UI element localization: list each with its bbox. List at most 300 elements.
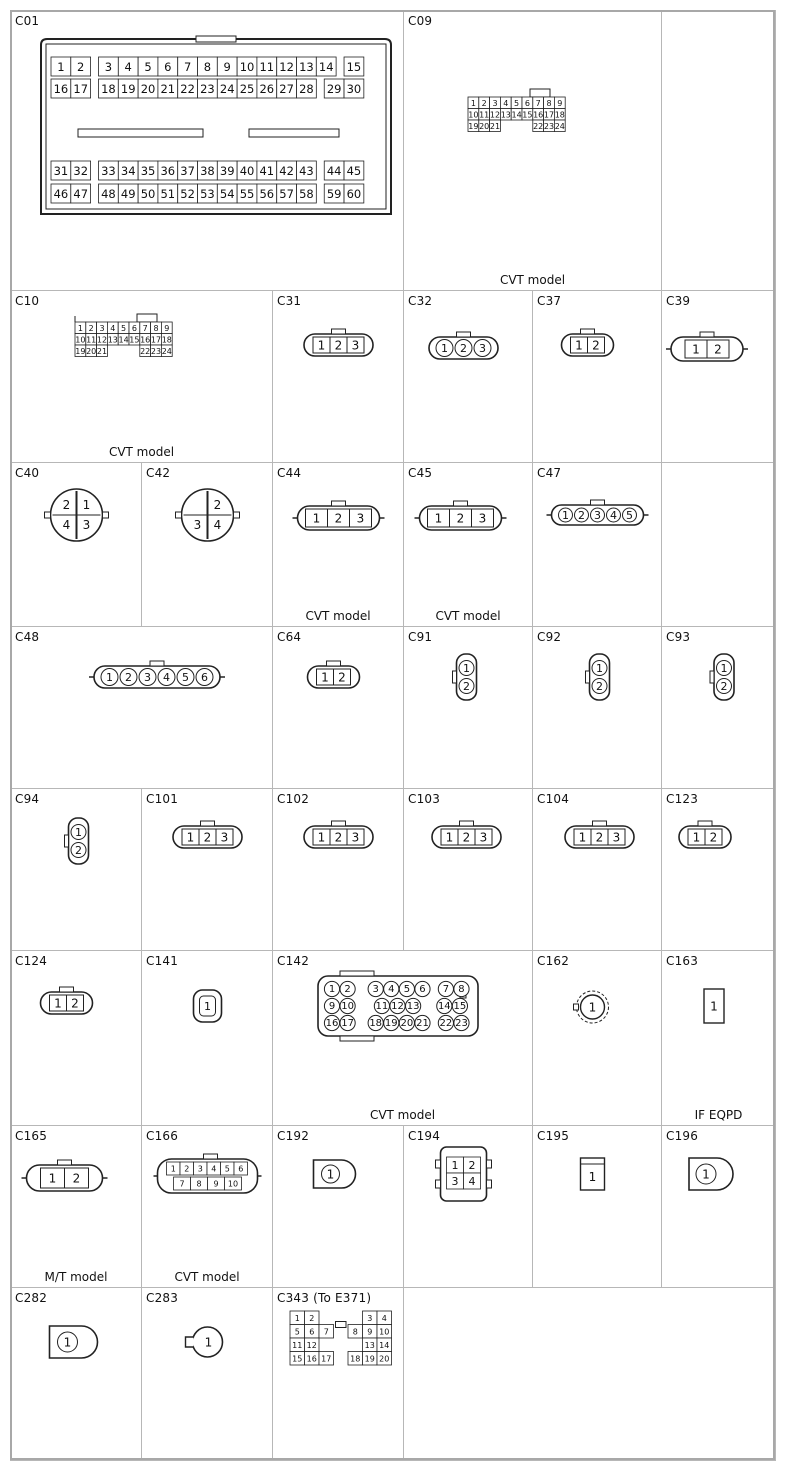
pin-number: 59 [326,187,342,201]
pin-number: 23 [200,82,215,96]
pin-number: 2 [481,98,487,108]
pin-number: 2 [125,671,132,684]
connector-diagram-c40 [11,463,142,627]
connector-diagram-c93 [662,627,776,789]
connector-diagram-c10 [11,291,273,463]
connector-note: CVT model [499,273,566,287]
pin-number: 3 [193,518,202,532]
connector-label: C64 [277,630,302,644]
connector-cell-c104 [532,788,662,951]
pin-number: 1 [317,338,326,353]
pin-number: 16 [140,335,151,345]
pin-number: 29 [326,82,342,96]
pin-number: 11 [86,335,97,345]
pin-number: 2 [77,60,85,74]
connector-cell-c343 [272,1287,404,1461]
pin-number: 1 [575,338,583,353]
pin-number: 51 [160,187,176,201]
connector-diagram-c31 [273,291,404,463]
housing-tab [332,329,346,334]
pin-number: 12 [306,1340,317,1350]
pin-number: 3 [479,830,488,845]
pin-number: 24 [554,121,565,131]
pin-number: 14 [437,1001,451,1012]
pin-number: 20 [379,1354,390,1364]
pin-number: 53 [200,187,215,201]
connector-diagram-c142 [273,951,533,1126]
connector-label: C282 [15,1291,48,1305]
connector-label: C47 [537,466,562,480]
connector-diagram-c162 [533,951,662,1126]
pin-number: 21 [416,1018,429,1029]
pin-number: 2 [460,342,467,355]
pin-number: 15 [346,60,362,74]
pin-number: 5 [514,98,520,108]
pin-number: 1 [588,1170,597,1184]
connector-diagram-c101 [142,789,273,951]
pin-number: 7 [183,60,192,74]
connector-note: IF EQPD [694,1108,743,1122]
pin-number: 14 [511,110,522,120]
pin-number: 9 [223,60,231,74]
pin-number: 2 [709,830,718,845]
pin-number: 10 [239,60,255,74]
housing-tab [332,821,346,826]
connector-label: C283 [146,1291,179,1305]
connector-cell-c42 [141,462,273,627]
pin-number: 7 [535,98,541,108]
connector-diagram-c39 [662,291,776,463]
connector-label: C163 [666,954,699,968]
pin-number: 2 [334,511,343,526]
connector-diagram-c44 [273,463,404,627]
connector-cell-c37 [532,290,662,463]
pin-number: 1 [702,1167,710,1182]
pin-number: 17 [73,82,89,96]
pin-number: 15 [129,335,140,345]
pin-number: 6 [164,60,172,74]
connector-cell-c195 [532,1125,662,1288]
pin-number: 23 [150,346,162,356]
pin-number: 3 [451,1175,459,1188]
pin-number: 1 [186,830,195,845]
pin-number: 11 [375,1001,389,1012]
pin-number: 58 [299,187,314,201]
connector-diagram-c48 [11,627,273,789]
pin-number: 55 [239,187,255,201]
pin-number: 54 [219,187,235,201]
pin-number: 17 [543,110,555,120]
pin-number: 39 [219,164,235,178]
pin-number: 1 [596,662,603,675]
connector-diagram-c163 [662,951,776,1126]
pin-number: 7 [442,984,450,995]
pin-number: 11 [479,110,490,120]
pin-number: 42 [279,164,294,178]
pin-number: 12 [489,110,501,120]
connector-cell-c101 [141,788,273,951]
pin-number: 3 [104,60,113,74]
pin-number: 47 [73,187,89,201]
pin-number: 9 [164,323,170,333]
pin-number: 3 [356,511,365,526]
connector-diagram-c166 [142,1126,273,1288]
connector-label: C104 [537,792,570,806]
pin-number: 2 [344,984,351,995]
pin-number: 4 [610,509,617,522]
pin-number: 6 [201,671,208,684]
pin-number: 2 [595,830,604,845]
pin-number: 3 [351,830,360,845]
connector-diagram-c94 [11,789,142,951]
housing-tab [58,1160,72,1165]
pin-number: 2 [578,509,585,522]
connector-label: C103 [408,792,441,806]
pin-number: 56 [259,187,275,201]
pin-number: 11 [292,1340,303,1350]
connector-cell-c103 [403,788,533,951]
connector-cell-c09 [403,10,662,291]
pin-number: 9 [328,1001,336,1012]
pin-number: 24 [219,82,235,96]
connector-label: C48 [15,630,40,644]
pin-number: 3 [612,830,621,845]
pin-number: 3 [594,509,601,522]
pin-number: 4 [211,1164,217,1174]
housing-tab [581,329,595,334]
housing-tab [327,661,341,666]
connector-label: C192 [277,1129,310,1143]
pin-number: 21 [489,121,501,131]
connector-diagram-c194 [404,1126,533,1288]
connector-diagram-c09 [404,11,662,291]
connector-label: C196 [666,1129,699,1143]
pin-number: 18 [554,110,565,120]
pin-number: 1 [562,509,569,522]
empty-cell [403,1287,776,1461]
pin-number: 46 [53,187,69,201]
connector-cell-c194 [403,1125,533,1288]
pin-number: 35 [140,164,156,178]
pin-number: 6 [419,984,426,995]
pin-number: 13 [107,335,118,345]
connector-label: C44 [277,466,302,480]
connector-label: C09 [408,14,433,28]
pin-number: 21 [160,82,176,96]
pin-number: 1 [57,60,65,74]
pin-number: 7 [323,1327,329,1337]
pin-number: 20 [479,121,490,131]
housing-tab [460,821,474,826]
pin-number: 14 [118,335,129,345]
connector-cell-c102 [272,788,404,951]
pin-number: 2 [463,680,470,693]
connector-diagram-c192 [273,1126,404,1288]
pin-number: 8 [196,1179,202,1189]
housing-tab [591,500,605,505]
pin-number: 57 [279,187,294,201]
housing-tab [454,501,468,506]
pin-number: 1 [77,323,83,333]
pin-number: 14 [379,1340,390,1350]
pin-number: 3 [82,518,91,532]
connector-diagram-c124 [11,951,142,1126]
pin-number: 44 [326,164,342,178]
pin-number: 23 [543,121,555,131]
pin-number: 1 [317,830,326,845]
connector-diagram-c282 [11,1288,142,1461]
housing-tab [150,661,164,666]
pin-number: 16 [533,110,544,120]
pin-number: 10 [227,1179,239,1189]
pin-number: 1 [692,830,701,845]
pin-number: 18 [101,82,116,96]
pin-number: 1 [441,342,448,355]
connector-diagram-c141 [142,951,273,1126]
pin-number: 1 [204,1335,213,1350]
pin-number: 1 [445,830,454,845]
pin-number: 4 [468,1175,476,1188]
pin-number: 2 [184,1164,190,1174]
pin-number: 4 [62,518,71,532]
pin-number: 5 [224,1164,230,1174]
pin-number: 1 [63,1335,72,1350]
pin-number: 2 [75,844,82,857]
pin-number: 3 [372,984,379,995]
pin-number: 13 [299,60,314,74]
connector-label: C39 [666,294,691,308]
connector-cell-c165 [10,1125,142,1288]
connector-label: C123 [666,792,699,806]
housing-tab [593,821,607,826]
pin-number: 8 [153,323,159,333]
pin-number: 19 [120,82,136,96]
pin-number: 2 [71,996,79,1011]
pin-number: 10 [75,335,86,345]
pin-number: 3 [492,98,498,108]
pin-number: 19 [384,1018,398,1029]
pin-number: 3 [367,1313,373,1323]
pin-number: 9 [213,1179,219,1189]
pin-number: 27 [279,82,294,96]
connector-diagram-c92 [533,627,662,789]
pin-number: 50 [140,187,156,201]
pin-number: 20 [86,346,97,356]
pin-number: 31 [53,164,69,178]
connector-cell-c283 [141,1287,273,1461]
pin-number: 18 [161,335,172,345]
connector-diagram-c104 [533,789,662,951]
pin-number: 5 [121,323,127,333]
connector-label: C343 (To E371) [277,1291,372,1305]
housing-tab [332,501,346,506]
pin-number: 1 [312,511,321,526]
pin-number: 22 [439,1018,453,1029]
pin-number: 17 [150,335,162,345]
pin-number: 2 [213,498,222,512]
pin-number: 1 [106,671,113,684]
connector-note: CVT model [369,1108,436,1122]
pin-number: 2 [309,1313,315,1323]
pin-number: 10 [379,1327,390,1337]
pin-number: 6 [309,1327,315,1337]
pin-number: 13 [364,1340,375,1350]
pin-number: 2 [456,511,465,526]
pin-number: 5 [626,509,633,522]
pin-number: 2 [72,1171,81,1186]
pin-number: 2 [592,338,600,353]
connector-label: C31 [277,294,302,308]
pin-number: 19 [364,1354,375,1364]
connector-note: CVT model [174,1270,240,1284]
connector-diagram-c165 [11,1126,142,1288]
connector-diagram-c102 [273,789,404,951]
pin-number: 48 [101,187,116,201]
empty-cell [661,10,776,291]
connector-label: C194 [408,1129,441,1143]
pin-number: 1 [434,511,443,526]
connector-diagram-c196 [662,1126,776,1288]
pin-number: 13 [500,110,511,120]
pin-number: 52 [180,187,195,201]
pin-number: 40 [239,164,255,178]
housing-tab [201,821,215,826]
connector-cell-c282 [10,1287,142,1461]
connector-diagram-c37 [533,291,662,463]
pin-number: 34 [120,164,136,178]
pin-number: 4 [388,984,395,995]
connector-label: C93 [666,630,691,644]
pin-number: 3 [197,1164,203,1174]
connector-label: C42 [146,466,171,480]
pin-number: 5 [182,671,189,684]
pin-number: 22 [180,82,195,96]
connector-cell-c196 [661,1125,776,1288]
pin-number: 22 [140,346,151,356]
connector-label: C165 [15,1129,48,1143]
pin-number: 12 [279,60,294,74]
pin-number: 22 [533,121,544,131]
pin-number: 38 [200,164,215,178]
connector-label: C102 [277,792,310,806]
pin-number: 9 [367,1327,373,1337]
pin-number: 4 [503,98,509,108]
pin-number: 5 [144,60,152,74]
pin-number: 15 [453,1001,467,1012]
connector-cell-c163 [661,950,776,1126]
connector-note: M/T model [44,1270,108,1284]
pin-number: 24 [161,346,172,356]
connector-cell-c44 [272,462,404,627]
connector-diagram-c195 [533,1126,662,1288]
connector-cell-c162 [532,950,662,1126]
pin-number: 12 [96,335,108,345]
connector-label: C01 [15,14,40,28]
connector-label: C40 [15,466,40,480]
connector-diagram-c91 [404,627,533,789]
pin-number: 3 [144,671,151,684]
connector-label: C32 [408,294,433,308]
pin-number: 43 [299,164,314,178]
housing-tab [457,332,471,337]
pin-number: 41 [259,164,275,178]
pin-number: 36 [160,164,176,178]
pin-number: 49 [120,187,136,201]
connector-note: CVT model [305,609,371,623]
pin-number: 1 [82,498,91,512]
pin-number: 8 [458,984,465,995]
housing-tab [60,987,74,992]
pin-number: 1 [328,984,336,995]
pin-number: 6 [238,1164,244,1174]
connector-cell-c92 [532,626,662,789]
pin-number: 19 [468,121,479,131]
connector-cell-c45 [403,462,533,627]
pin-number: 1 [48,1171,57,1186]
connector-label: C101 [146,792,179,806]
empty-cell [661,462,776,627]
pin-number: 19 [75,346,86,356]
connector-cell-c47 [532,462,662,627]
pin-number: 8 [546,98,552,108]
pin-number: 16 [325,1018,339,1029]
connector-cell-c31 [272,290,404,463]
connector-label: C45 [408,466,433,480]
housing-tab [700,332,714,337]
pin-number: 1 [720,662,728,675]
connector-label: C195 [537,1129,570,1143]
pin-number: 8 [352,1327,358,1337]
connector-cell-c39 [661,290,776,463]
pin-number: 13 [406,1001,420,1012]
pin-number: 2 [468,1159,476,1172]
connector-label: C10 [15,294,40,308]
pin-number: 7 [179,1179,185,1189]
connector-diagram-c123 [662,789,776,951]
connector-diagram-c47 [533,463,662,627]
connector-label: C162 [537,954,570,968]
pin-number: 17 [341,1018,354,1029]
pin-number: 25 [239,82,255,96]
pin-number: 17 [321,1354,332,1364]
pin-number: 3 [99,323,105,333]
connector-cell-c192 [272,1125,404,1288]
pin-number: 2 [62,498,71,512]
connector-cell-c48 [10,626,273,789]
pin-number: 2 [203,830,212,845]
pin-number: 9 [557,98,563,108]
pin-number: 15 [522,110,533,120]
connector-cell-c64 [272,626,404,789]
pin-number: 1 [170,1164,176,1174]
pin-number: 2 [88,323,94,333]
connector-cell-c32 [403,290,533,463]
connector-label: C91 [408,630,433,644]
pin-number: 1 [463,662,470,675]
pin-number: 4 [381,1313,387,1323]
pin-number: 1 [204,1000,211,1013]
pin-number: 2 [338,670,346,685]
pin-number: 3 [220,830,229,845]
pin-number: 1 [588,1000,597,1015]
connector-diagram-c343 [273,1288,404,1461]
pin-number: 4 [124,60,132,74]
connector-cell-c142 [272,950,533,1126]
pin-number: 3 [478,511,487,526]
pin-number: 11 [259,60,275,74]
pin-number: 1 [710,999,718,1014]
pin-number: 28 [299,82,314,96]
